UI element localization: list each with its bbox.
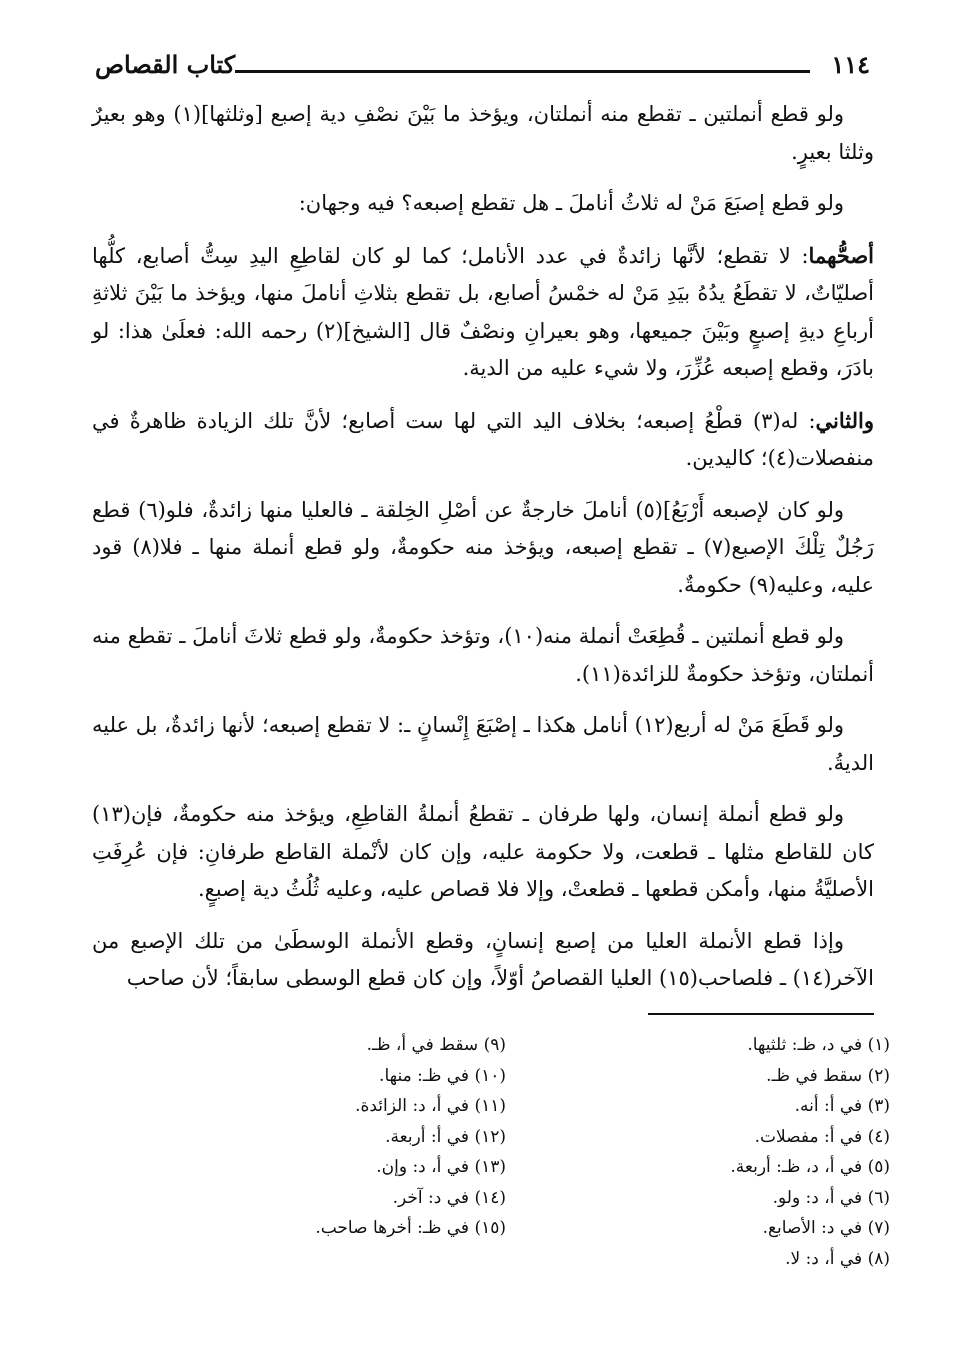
- page-number: ١١٤: [831, 50, 870, 79]
- paragraph: [92, 796, 874, 909]
- footnote: (١٥) في ظـ: أخرها صاحب.: [315, 1218, 506, 1238]
- paragraph-text: ولو قطع أنملتين ـ قُطِعَتْ أنملة منه(١٠)، وتؤخذ حكومةٌ، ولو قطع ثلاثَ أناملَ ـ تقطع منه أنملتان، وتؤخذ حكومةٌ للزائدة(١١).: [92, 624, 874, 686]
- book-title: كتاب القصاص: [95, 50, 236, 79]
- paragraph-text: ولو قَطَعَ مَنْ له أربع(١٢) أنامل هكذا ـ إصْبَعَ إِنْسانٍ ـ: لا تقطع إصبعه؛ لأنها زائدةٌ، بل عليه الديةُ.: [92, 713, 874, 775]
- footnote: (٩) سقط في أ، ظـ.: [366, 1035, 506, 1055]
- paragraph-lead: أصحُّهما: [808, 242, 874, 268]
- paragraph-text: : لا تقطع؛ لأنَّها زائدةٌ في عدد الأنامل؛ كما لو كان لقاطِعِ اليدِ سِتُّ أصابع، كلُّها أصليّاتٌ، لا تقطَعُ يدُهُ بيَدِ مَنْ له خمْسُ أصابع، بل تقطع بثلاثِ أناملَ منها، ويؤخذ ما بَيْنَ ثلاثةِ أرباعِ ديةِ إصبعٍ وبَيْنَ جميعها، وهو بعيرانِ ونصْفٌ قال [الشيخ](٢) رحمه الله: فعلَىٰ هذا: لو بادَرَ، وقطع إصبعه عُزِّرَ، ولا شيء عليه من الدية.: [92, 243, 874, 380]
- paragraph: [92, 402, 874, 478]
- paragraph: [92, 492, 874, 605]
- paragraph: [92, 237, 874, 388]
- footnote: (٤) في أ: مفصلات.: [754, 1126, 890, 1147]
- paragraph-text: ولو قطع أنملة إنسان، ولها طرفان ـ تقطعُ أنملةُ القاطِعِ، ويؤخذ منه حكومةٌ، فإن(١٣) كان للقاطع مثلها ـ قطعت، ولا حكومة عليه، وإن كان لأنْملة القاطع طرفانِ: فإن عُرِفَتِ الأصليَّةُ منها، وأمكن قطعها ـ قطعتْ، وإلا فلا قصاص عليه، وعليه ثُلُثُ دية إصبعٍ.: [92, 802, 874, 901]
- footnote: (٢) سقط في ظـ.: [766, 1065, 890, 1086]
- paragraph: [92, 96, 874, 171]
- footnote: (٨) في أ، د: لا.: [785, 1248, 890, 1269]
- paragraph: [92, 185, 874, 223]
- footnote: (١٣) في أ، د: وإن.: [376, 1157, 506, 1177]
- footnotes-right-column: [610, 1030, 890, 1274]
- footnote: (٧) في د: الأصابع.: [762, 1218, 890, 1238]
- footnote: (١٠) في ظـ: منها.: [379, 1065, 506, 1086]
- running-header: [95, 50, 870, 90]
- footnotes-left-column: [226, 1030, 506, 1244]
- header-rule: [235, 70, 810, 73]
- paragraph-text: : له(٣) قطْعُ إصبعه؛ بخلاف اليد التي لها ست أصابع؛ لأنَّ تلك الزيادة ظاهرةٌ في منفصلات(٤)؛ كاليدين.: [92, 408, 874, 470]
- main-text: [92, 96, 874, 1012]
- footnote: (٦) في أ، د: ولو.: [772, 1187, 890, 1208]
- footnote: (١) في د، ظـ: ثلثيها.: [747, 1035, 890, 1055]
- footnote: (١٤) في د: آخر.: [392, 1187, 506, 1208]
- footnote: (١١) في أ، د: الزائدة.: [355, 1096, 506, 1116]
- paragraph-text: ولو قطع أنملتين ـ تقطع منه أنملتان، ويؤخذ ما بَيْنَ نصْفِ دية إصبع [وثلثها](١) وهو بعيرٌ وثلثا بعيرٍ.: [92, 102, 874, 164]
- footnote-rule: [648, 1013, 874, 1015]
- paragraph: [92, 618, 874, 693]
- footnote: (٣) في أ: أنه.: [794, 1096, 890, 1116]
- paragraph-text: ولو قطع إصبَعَ مَنْ له ثلاثُ أناملَ ـ هل تقطع إصبعه؟ فيه وجهان:: [298, 191, 844, 215]
- footnote: (١٢) في أ: أربعة.: [385, 1126, 506, 1147]
- paragraph-text: ولو كان لإصبعه أَرْبَعُ](٥) أناملَ خارجةٌ عن أصْلِ الخِلقة ـ فالعليا منها زائدةٌ، فلو(٦) قطع رَجُلٌ تِلْكَ الإصبع(٧) ـ تقطع إصبعه، ويؤخذ منه حكومةٌ، ولو قطع أنملة منها ـ فلا(٨) قود عليه، وعليه(٩) حكومةٌ.: [92, 497, 874, 597]
- paragraph-lead: والثاني: [815, 407, 874, 433]
- paragraph: [92, 923, 874, 998]
- footnote: (٥) في أ، د، ظـ: أربعة.: [730, 1157, 890, 1177]
- paragraph-text: وإذا قطع الأنملة العليا من إصبع إنسانٍ، وقطع الأنملة الوسطَىٰ من تلك الإصبع من الآخر(١٤) ـ فلصاحب(١٥) العليا القصاصُ أوّلاً، وإن كان قطع الوسطى سابقاً؛ لأن صاحب: [92, 928, 874, 990]
- paragraph: [92, 707, 874, 782]
